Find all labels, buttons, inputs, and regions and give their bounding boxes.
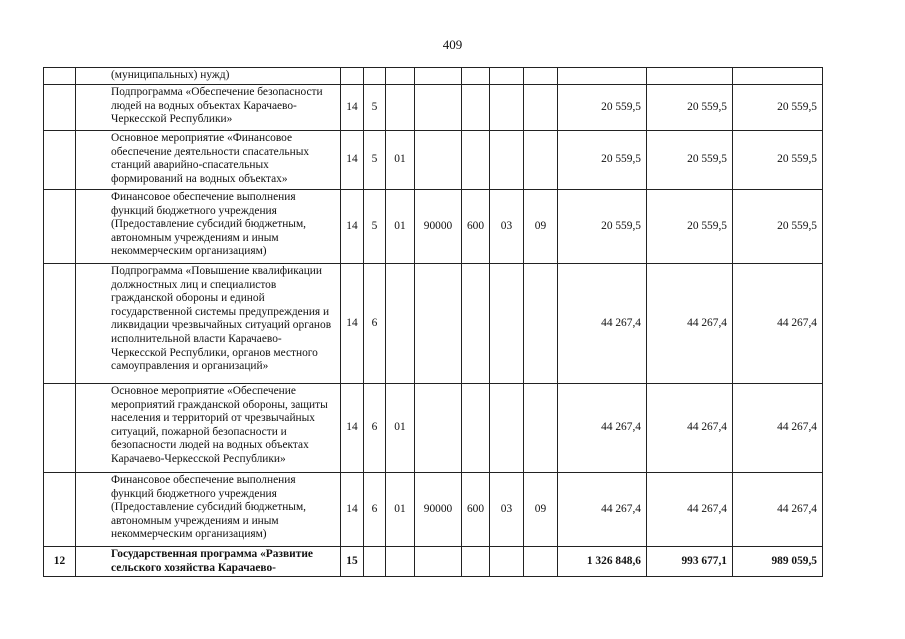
code-cell-c3 bbox=[386, 547, 415, 577]
code-cell-c2 bbox=[364, 68, 386, 85]
table-row bbox=[44, 547, 823, 577]
code-cell-c3: 01 bbox=[386, 473, 415, 547]
code-cell-c7 bbox=[524, 131, 558, 190]
row-number-cell: 12 bbox=[44, 547, 76, 577]
amount-cell-v3 bbox=[733, 68, 823, 85]
amount-cell-v1: 20 559,5 bbox=[558, 85, 647, 131]
code-cell-c6 bbox=[490, 131, 524, 190]
code-cell-c7 bbox=[524, 68, 558, 85]
code-cell-c1: 14 bbox=[341, 190, 364, 264]
amount-cell-v2: 44 267,4 bbox=[647, 473, 733, 547]
code-cell-c1: 14 bbox=[341, 85, 364, 131]
table-row bbox=[44, 384, 823, 473]
code-cell-c1 bbox=[341, 68, 364, 85]
code-cell-c1: 14 bbox=[341, 131, 364, 190]
code-cell-c1: 14 bbox=[341, 264, 364, 384]
table-body bbox=[44, 68, 823, 577]
amount-cell-v1: 44 267,4 bbox=[558, 384, 647, 473]
row-name-cell: Подпрограмма «Обеспечение безопасности людей на водных объектах Карачаево-Черкесской Республики» bbox=[76, 85, 341, 131]
row-name-cell: Подпрограмма «Повышение квалификации должностных лиц и специалистов гражданской обороны и единой государственной системы предупреждения и ликвидации чрезвычайных ситуаций органов исполнительной власти Карачаево-Черкесской Республики, органов местного самоуправления и организаций» bbox=[76, 264, 341, 384]
amount-cell-v1 bbox=[558, 68, 647, 85]
code-cell-c6 bbox=[490, 264, 524, 384]
amount-cell-v2 bbox=[647, 68, 733, 85]
code-cell-c4 bbox=[415, 68, 462, 85]
amount-cell-v3: 44 267,4 bbox=[733, 384, 823, 473]
code-cell-c2: 5 bbox=[364, 190, 386, 264]
code-cell-c7: 09 bbox=[524, 473, 558, 547]
row-name-cell: Государственная программа «Развитие сельского хозяйства Карачаево- bbox=[76, 547, 341, 577]
code-cell-c5: 600 bbox=[462, 473, 490, 547]
row-name-cell: Основное мероприятие «Обеспечение мероприятий гражданской обороны, защиты населения и территорий от чрезвычайных ситуаций, пожарной безопасности и безопасности людей на водных объектах Карачаево-Черкесской Республики» bbox=[76, 384, 341, 473]
code-cell-c5 bbox=[462, 384, 490, 473]
amount-cell-v3: 989 059,5 bbox=[733, 547, 823, 577]
amount-cell-v2: 993 677,1 bbox=[647, 547, 733, 577]
code-cell-c4 bbox=[415, 264, 462, 384]
budget-table bbox=[43, 67, 823, 577]
amount-cell-v2: 20 559,5 bbox=[647, 131, 733, 190]
code-cell-c1: 14 bbox=[341, 384, 364, 473]
code-cell-c6 bbox=[490, 68, 524, 85]
code-cell-c5 bbox=[462, 264, 490, 384]
amount-cell-v1: 20 559,5 bbox=[558, 131, 647, 190]
code-cell-c7 bbox=[524, 384, 558, 473]
code-cell-c5 bbox=[462, 68, 490, 85]
code-cell-c5 bbox=[462, 85, 490, 131]
row-number-cell bbox=[44, 85, 76, 131]
table-row bbox=[44, 131, 823, 190]
code-cell-c4: 90000 bbox=[415, 473, 462, 547]
code-cell-c3 bbox=[386, 68, 415, 85]
amount-cell-v2: 44 267,4 bbox=[647, 384, 733, 473]
code-cell-c3 bbox=[386, 264, 415, 384]
amount-cell-v2: 44 267,4 bbox=[647, 264, 733, 384]
code-cell-c3 bbox=[386, 85, 415, 131]
code-cell-c6 bbox=[490, 85, 524, 131]
amount-cell-v2: 20 559,5 bbox=[647, 85, 733, 131]
table-row bbox=[44, 473, 823, 547]
amount-cell-v1: 1 326 848,6 bbox=[558, 547, 647, 577]
code-cell-c2: 6 bbox=[364, 473, 386, 547]
code-cell-c4: 90000 bbox=[415, 190, 462, 264]
code-cell-c7 bbox=[524, 547, 558, 577]
row-number-cell bbox=[44, 190, 76, 264]
row-number-cell bbox=[44, 68, 76, 85]
code-cell-c6: 03 bbox=[490, 190, 524, 264]
code-cell-c3: 01 bbox=[386, 190, 415, 264]
code-cell-c5 bbox=[462, 547, 490, 577]
row-number-cell bbox=[44, 473, 76, 547]
amount-cell-v3: 20 559,5 bbox=[733, 85, 823, 131]
code-cell-c2: 6 bbox=[364, 384, 386, 473]
code-cell-c7: 09 bbox=[524, 190, 558, 264]
table-row bbox=[44, 85, 823, 131]
row-name-cell: Основное мероприятие «Финансовое обеспечение деятельности спасательных станций аварийно-спасательных формирований на водных объектах» bbox=[76, 131, 341, 190]
code-cell-c2 bbox=[364, 547, 386, 577]
code-cell-c4 bbox=[415, 384, 462, 473]
code-cell-c6: 03 bbox=[490, 473, 524, 547]
code-cell-c3: 01 bbox=[386, 384, 415, 473]
row-number-cell bbox=[44, 264, 76, 384]
row-name-cell: Финансовое обеспечение выполнения функций бюджетного учреждения (Предоставление субсидий бюджетным, автономным учреждениям и иным некоммерческим организациям) bbox=[76, 190, 341, 264]
amount-cell-v2: 20 559,5 bbox=[647, 190, 733, 264]
code-cell-c2: 5 bbox=[364, 85, 386, 131]
amount-cell-v1: 44 267,4 bbox=[558, 264, 647, 384]
amount-cell-v3: 44 267,4 bbox=[733, 473, 823, 547]
row-name-cell: (муниципальных) нужд) bbox=[76, 68, 341, 85]
code-cell-c5: 600 bbox=[462, 190, 490, 264]
code-cell-c6 bbox=[490, 384, 524, 473]
code-cell-c4 bbox=[415, 131, 462, 190]
code-cell-c5 bbox=[462, 131, 490, 190]
code-cell-c4 bbox=[415, 85, 462, 131]
amount-cell-v3: 44 267,4 bbox=[733, 264, 823, 384]
row-number-cell bbox=[44, 384, 76, 473]
table-row bbox=[44, 190, 823, 264]
row-name-cell: Финансовое обеспечение выполнения функций бюджетного учреждения (Предоставление субсидий бюджетным, автономным учреждениям и иным некоммерческим организациям) bbox=[76, 473, 341, 547]
amount-cell-v3: 20 559,5 bbox=[733, 190, 823, 264]
code-cell-c1: 14 bbox=[341, 473, 364, 547]
code-cell-c6 bbox=[490, 547, 524, 577]
code-cell-c7 bbox=[524, 264, 558, 384]
row-number-cell bbox=[44, 131, 76, 190]
code-cell-c2: 6 bbox=[364, 264, 386, 384]
code-cell-c7 bbox=[524, 85, 558, 131]
amount-cell-v3: 20 559,5 bbox=[733, 131, 823, 190]
amount-cell-v1: 44 267,4 bbox=[558, 473, 647, 547]
table-row bbox=[44, 68, 823, 85]
table-row bbox=[44, 264, 823, 384]
code-cell-c4 bbox=[415, 547, 462, 577]
code-cell-c2: 5 bbox=[364, 131, 386, 190]
amount-cell-v1: 20 559,5 bbox=[558, 190, 647, 264]
page-number: 409 bbox=[442, 37, 463, 52]
code-cell-c1: 15 bbox=[341, 547, 364, 577]
code-cell-c3: 01 bbox=[386, 131, 415, 190]
